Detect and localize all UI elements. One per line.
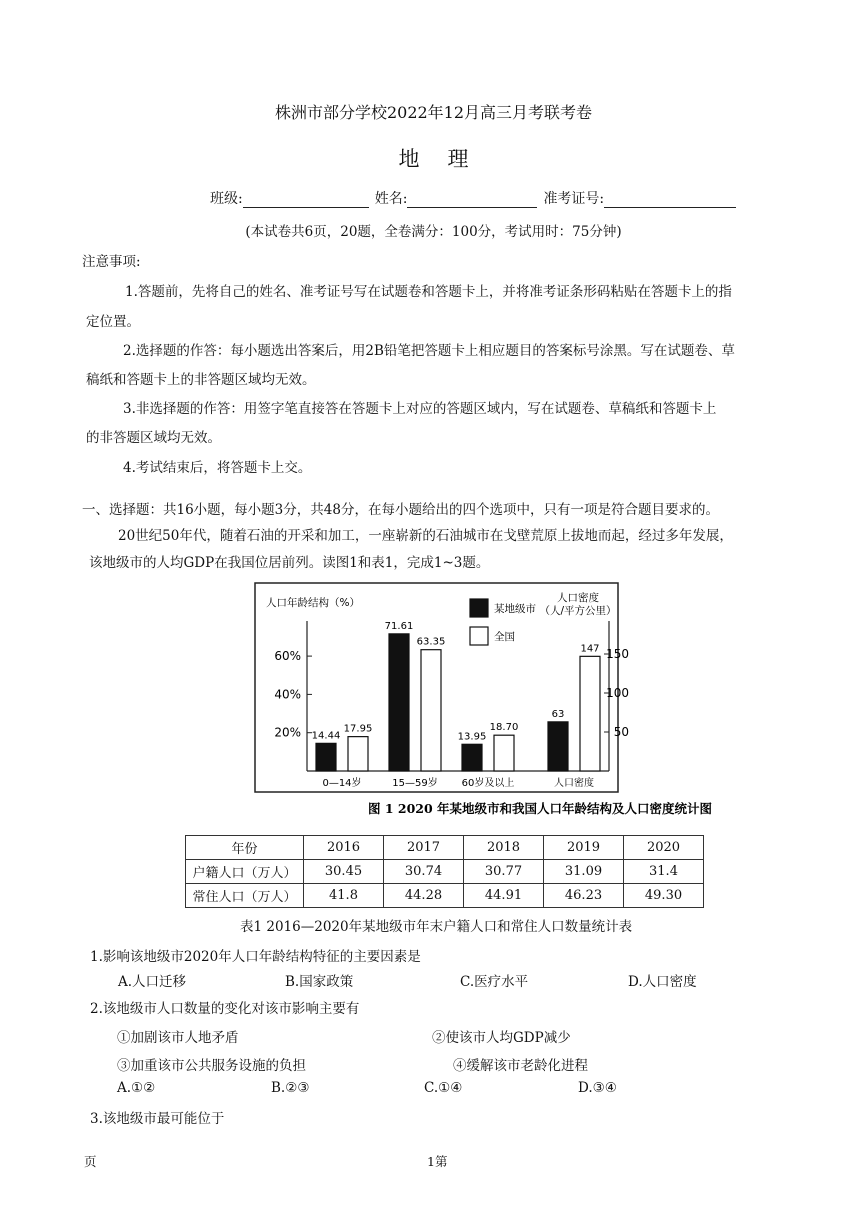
bar-city bbox=[316, 743, 336, 771]
question-3-stem: 3.该地级市最可能位于 bbox=[90, 1111, 225, 1127]
q2-option-c[interactable]: C.①④ bbox=[424, 1080, 463, 1096]
left-tick-label: 40% bbox=[274, 687, 301, 702]
table-cell: 31.4 bbox=[624, 860, 704, 884]
notice-2-line2: 稿纸和答题卡上的非答题区域均无效。 bbox=[86, 372, 316, 388]
exam-number-label: 准考证号: bbox=[543, 191, 605, 207]
table-row bbox=[186, 884, 704, 908]
page-number: 1第 bbox=[427, 1154, 448, 1169]
table-row bbox=[186, 860, 704, 884]
bar-value-label: 63 bbox=[551, 708, 565, 720]
name-field[interactable] bbox=[375, 188, 538, 208]
bar-city bbox=[462, 744, 482, 771]
bar-national bbox=[348, 737, 368, 771]
table-header-cell: 2019 bbox=[544, 836, 624, 860]
category-label: 0—14岁 bbox=[322, 778, 362, 789]
category-label: 60岁及以上 bbox=[461, 778, 515, 789]
table-header-cell: 年份 bbox=[186, 836, 304, 860]
student-info-fields bbox=[210, 188, 742, 208]
table-cell: 46.23 bbox=[544, 884, 624, 908]
bar-national bbox=[580, 656, 600, 771]
question-2-stem: 2.该地级市人口数量的变化对该市影响主要有 bbox=[90, 1001, 360, 1017]
notice-3-line2: 的非答题区域均无效。 bbox=[86, 430, 221, 446]
bar-national bbox=[494, 735, 514, 771]
table-header-cell: 2017 bbox=[384, 836, 464, 860]
class-field[interactable] bbox=[210, 188, 369, 208]
left-axis-label: 人口年龄结构（%） bbox=[266, 597, 360, 609]
left-tick-label: 20% bbox=[274, 725, 301, 740]
category-label: 15—59岁 bbox=[392, 778, 438, 789]
class-label: 班级: bbox=[210, 191, 243, 207]
table-cell: 44.28 bbox=[384, 884, 464, 908]
table-cell: 44.91 bbox=[464, 884, 544, 908]
q1-option-a[interactable]: A.人口迁移 bbox=[118, 974, 187, 990]
bar-national bbox=[421, 650, 441, 771]
class-blank[interactable] bbox=[243, 193, 369, 208]
table-header-row bbox=[186, 836, 704, 860]
legend-swatch bbox=[470, 627, 488, 645]
subject-title: 地理 bbox=[398, 147, 497, 171]
bar-value-label: 71.61 bbox=[384, 620, 414, 632]
table-cell: 常住人口（万人） bbox=[186, 884, 304, 908]
bar-value-label: 14.44 bbox=[311, 730, 341, 742]
population-chart bbox=[252, 581, 713, 821]
table-header-cell: 2018 bbox=[464, 836, 544, 860]
table-cell: 户籍人口（万人） bbox=[186, 860, 304, 884]
intro-line1: 20世纪50年代，随着石油的开采和加工，一座崭新的石油城市在戈壁荒原上拔地而起，经过多年发展， bbox=[118, 528, 733, 544]
table-cell: 49.30 bbox=[624, 884, 704, 908]
q1-option-d[interactable]: D.人口密度 bbox=[628, 974, 697, 990]
q2-item-4: ④缓解该市老龄化进程 bbox=[453, 1058, 588, 1074]
notice-1-line2: 定位置。 bbox=[86, 314, 140, 330]
right-axis-label-line2: （人/平方公里） bbox=[539, 605, 617, 617]
question-1-stem: 1.影响该地级市2020年人口年龄结构特征的主要因素是 bbox=[90, 949, 421, 965]
table-cell: 31.09 bbox=[544, 860, 624, 884]
q2-option-b[interactable]: B.②③ bbox=[271, 1080, 310, 1096]
bar-value-label: 147 bbox=[580, 643, 600, 655]
table-cell: 30.45 bbox=[304, 860, 384, 884]
q1-option-b[interactable]: B.国家政策 bbox=[285, 974, 354, 990]
q2-item-1: ①加剧该市人地矛盾 bbox=[117, 1030, 239, 1046]
q2-option-a[interactable]: A.①② bbox=[117, 1080, 156, 1096]
notice-3-line1: 3.非选择题的作答：用签字笔直接答在答题卡上对应的答题区域内，写在试题卷、草稿纸和答题卡上 bbox=[123, 401, 717, 417]
bar-value-label: 13.95 bbox=[457, 731, 487, 743]
category-label: 人口密度 bbox=[554, 778, 594, 789]
notice-2-line1: 2.选择题的作答：每小题选出答案后，用2B铅笔把答题卡上相应题目的答案标号涂黑。写在试题卷、草 bbox=[123, 343, 735, 359]
left-tick-label: 60% bbox=[274, 649, 301, 664]
right-tick-label: 150 bbox=[606, 647, 629, 661]
q2-item-2: ②使该市人均GDP减少 bbox=[432, 1030, 571, 1046]
bar-value-label: 17.95 bbox=[343, 723, 373, 735]
legend-label: 某地级市 bbox=[494, 603, 536, 615]
chart-title: 图 1 2020 年某地级市和我国人口年龄结构及人口密度统计图 bbox=[368, 801, 713, 816]
bar-value-label: 18.70 bbox=[489, 722, 519, 734]
q2-option-d[interactable]: D.③④ bbox=[578, 1080, 617, 1096]
population-table bbox=[185, 835, 704, 908]
notice-heading: 注意事项: bbox=[82, 254, 141, 270]
footer-left: 页 bbox=[84, 1154, 97, 1169]
bar-city bbox=[389, 634, 409, 771]
notice-1-line1: 1.答题前，先将自己的姓名、准考证号写在试题卷和答题卡上，并将准考证条形码粘贴在答题卡上的指 bbox=[125, 284, 732, 300]
table-cell: 30.74 bbox=[384, 860, 464, 884]
section-heading: 一、选择题：共16小题，每小题3分，共48分，在每小题给出的四个选项中，只有一项是符合题目要求的。 bbox=[82, 502, 719, 518]
q2-item-3: ③加重该市公共服务设施的负担 bbox=[117, 1058, 306, 1074]
exam-number-blank[interactable] bbox=[604, 193, 736, 208]
right-tick-label: 50 bbox=[613, 725, 629, 739]
q1-option-c[interactable]: C.医疗水平 bbox=[460, 974, 529, 990]
legend-swatch bbox=[470, 599, 488, 617]
table-cell: 30.77 bbox=[464, 860, 544, 884]
bar-value-label: 63.35 bbox=[416, 636, 446, 648]
exam-note: (本试卷共6页，20题，全卷满分：100分，考试用时：75分钟) bbox=[245, 224, 622, 240]
right-axis-label-line1: 人口密度 bbox=[557, 592, 599, 604]
exam-number-field[interactable] bbox=[543, 188, 736, 208]
name-blank[interactable] bbox=[407, 193, 537, 208]
exam-title: 株洲市部分学校2022年12月高三月考联考卷 bbox=[274, 103, 593, 122]
table-header-cell: 2020 bbox=[624, 836, 704, 860]
name-label: 姓名: bbox=[374, 191, 408, 207]
table-cell: 41.8 bbox=[304, 884, 384, 908]
table-caption: 表1 2016—2020年某地级市年末户籍人口和常住人口数量统计表 bbox=[240, 919, 633, 935]
intro-line2: 该地级市的人均GDP在我国位居前列。读图1和表1，完成1~3题。 bbox=[89, 555, 490, 571]
legend-label: 全国 bbox=[494, 631, 515, 643]
notice-4: 4.考试结束后，将答题卡上交。 bbox=[123, 460, 312, 476]
table-header-cell: 2016 bbox=[304, 836, 384, 860]
right-tick-label: 100 bbox=[606, 686, 629, 700]
bar-city bbox=[548, 722, 568, 771]
